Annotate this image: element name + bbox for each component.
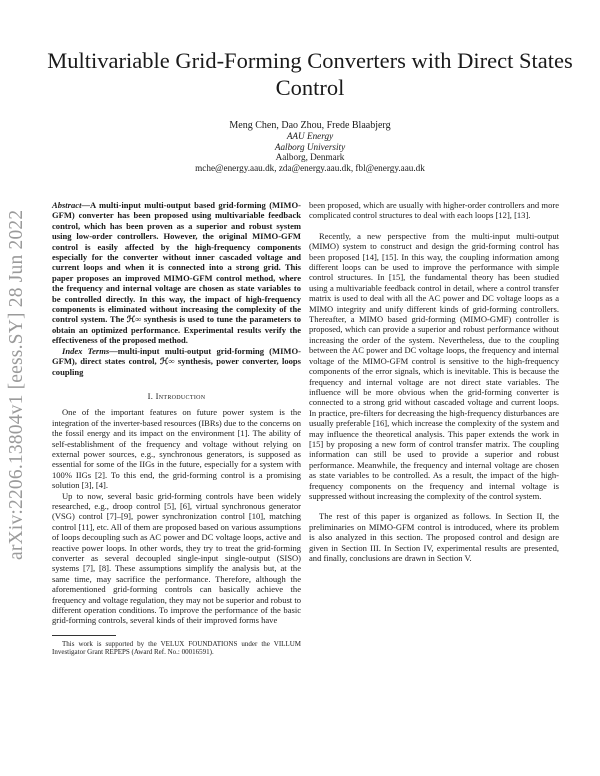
right-column	[309, 200, 559, 563]
paragraph-gap	[309, 501, 559, 511]
affiliation-university: Aalborg University	[274, 141, 346, 152]
index-terms	[52, 346, 301, 377]
right-paragraph-1: been proposed, which are usually with higher-order controllers and more complicated control structures to deal with each loops [12], [13].	[309, 200, 559, 221]
abstract	[52, 200, 301, 346]
right-paragraph-3: The rest of this paper is organized as follows. In Section II, the preliminaries on MIMO-GFM control is introduced, where its problem is also analyzed in this section. The proposed control and design are given in Section III. In Section IV, experimental results are presented, and finally, conclusions are drawn in Section V.	[309, 511, 559, 563]
left-column	[52, 200, 301, 657]
affiliation-emails: mche@energy.aau.dk, zda@energy.aau.dk, fbl@energy.aau.dk	[195, 162, 425, 173]
index-terms-label: Index Terms	[62, 345, 110, 356]
footnote: This work is supported by the VELUX FOUNDATIONS under the VILLUM Investigator Grant REPEPS (Award Ref. No.: 00016591).	[52, 639, 301, 657]
paragraph-gap	[309, 221, 559, 231]
left-paragraph-1: One of the important features on future power system is the integration of the inverter-based resources (IBRs) due to the concerns on the fossil energy and its impact on the environment [1]. The ability of self-establishment of the frequency and voltage without relying on external power sources, e.g., synchronous generators, is supposed as essential for some of the IIGs in the future, especially for a system with 100% IIGs [2]. To this end, the grid-forming control is a promising solution [3], [4].	[52, 407, 301, 491]
left-paragraph-2: Up to now, several basic grid-forming controls have been widely researched, e.g., droop control [5], [6], virtual synchronous generator (VSG) control [7]–[9], power synchronization control [10], matching control [11], etc. All of them are proposed based on various assumptions of loops decoupling such as AC power and DC voltage loops, active and reactive power loops. In other words, they try to treat the grid-forming converter as several decoupled single-input single-output (SISO) systems [7], [8]. These assumptions simplify the analysis but, at the same time, may sacrifice the performance. Therefore, although the aforementioned grid-forming controls can basically achieve the frequency and voltage regulation, they may not be superior and robust to different operation conditions. To improve the performance of the basic grid-forming controls, several kinds of their improved forms have	[52, 490, 301, 626]
footnote-rule	[52, 635, 116, 636]
arxiv-identifier: arXiv:2206.13804v1 [eess.SY] 28 Jun 2022	[6, 209, 27, 560]
affiliation-org: AAU Energy	[286, 131, 334, 141]
abstract-label: Abstract	[52, 200, 82, 210]
right-paragraph-2: Recently, a new perspective from the multi-input multi-output (MIMO) system to construct and design the grid-forming control has been proposed [14], [15]. In this way, the coupling information among different loops can be used to improve the performance with simple control structures. In [15], the fundamental theory has been studied using a multivariable feedback control in detail, where a control transfer matrix is used to deal with all the AC power and DC voltage loops as a MIMO integrity and unify different kinds of grid-forming controllers. Thereafter, a MIMO based grid-forming (MIMO-GMF) controller is proposed, which can provide a superior and robust performance without increasing the order of the system. Nevertheless, due to the coupling between the AC power and DC voltage loops, the frequency and internal voltage of the MIMO-GFM control is sensitive to the high-frequency components of the error signals, which is inevitable. This is because the frequency and internal voltage are not direct state variables. The influence will be more obvious when the grid-forming converter is connected to a strong grid without cascaded voltage and current loops. In practice, pre-filters for decreasing the high-frequency disturbances are usually preferable [16], which increase the complexity of the system and may influence the theoretical analysis. This paper extends the work in [15] by proposing a new form of control transfer matrix. The coupling information can still be used to provide a superior and robust performance. Meanwhile, the frequency and internal voltage are chosen as state variables to be controlled. As a result, the impact of the high-frequency components on the frequency and internal voltage is suppressed without increasing the complexity of the control system.	[309, 230, 559, 501]
abstract-text: —A multi-input multi-output based grid-forming (MIMO-GFM) converter has been proposed using multivariable feedback control, which has been proven as a superior and robust system using low-order controllers. However, the original MIMO-GFM control is easily affected by the high-frequency components especially for the converter without inner cascaded voltage and current loops and when it is connected into a strong grid. This paper proposes an improved MIMO-GFM control method, where the frequency and internal voltage are chosen as state variables to be controlled directly. In this way, the impact of high-frequency components is eliminated without increasing the complexity of the control system. The ℋ∞ synthesis is used to tune the parameters to obtain an optimized performance. Experimental results verify the effectiveness of the proposed method.	[52, 200, 301, 346]
authors: Meng Chen, Dao Zhou, Frede Blaabjerg	[229, 120, 391, 131]
section-heading-introduction: I. Introduction	[147, 390, 206, 401]
affiliation	[40, 131, 580, 173]
index-terms-text: —multi-input multi-output grid-forming (MIMO-GFM), direct states control, ℋ∞ synthesis, power converter, loops coupling	[52, 345, 301, 377]
affiliation-city: Aalborg, Denmark	[275, 152, 345, 162]
paper-title: Multivariable Grid-Forming Converters with Direct States Control	[47, 48, 573, 100]
